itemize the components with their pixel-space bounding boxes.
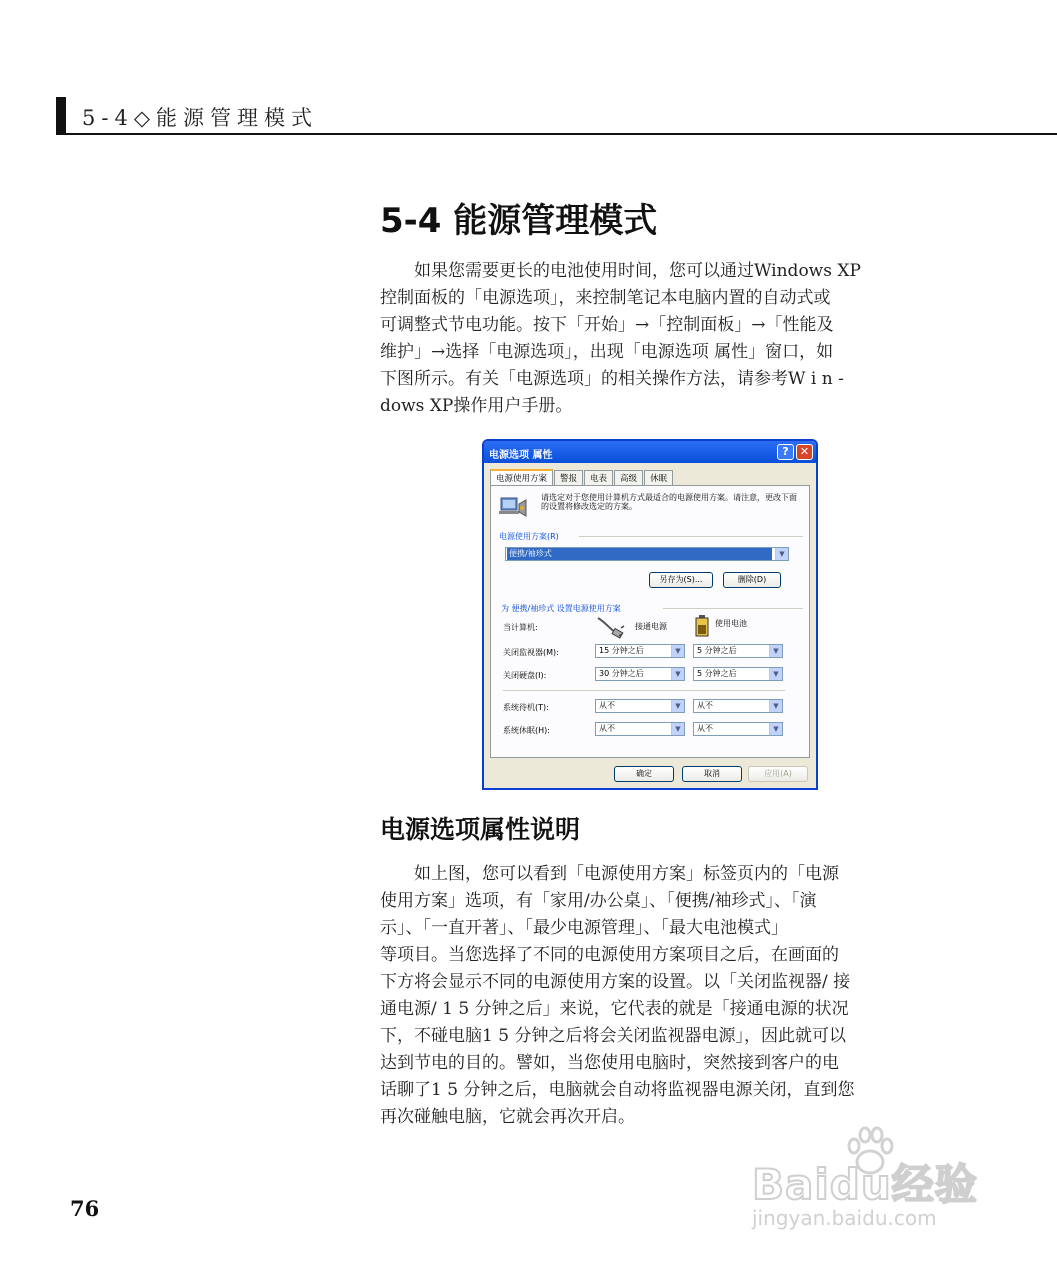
page-number: 76	[70, 1196, 100, 1221]
save-as-button[interactable]: 另存为(S)...	[649, 572, 713, 588]
rows-divider	[503, 690, 785, 691]
subsection-title: 电源选项属性说明	[380, 815, 581, 844]
chevron-down-icon: ▼	[769, 700, 782, 712]
tab-advanced[interactable]: 高级	[614, 470, 643, 485]
when-computer-label: 当计算机:	[503, 623, 538, 632]
chevron-down-icon: ▼	[671, 723, 684, 735]
row-hibernate-label: 系统休眠(H):	[503, 726, 550, 735]
baidu-watermark	[752, 1122, 1002, 1232]
plugged-in-label: 接通电源	[635, 622, 667, 631]
chevron-down-icon: ▼	[769, 645, 782, 657]
close-icon[interactable]: ✕	[796, 444, 813, 460]
settings-group-label: 为 便携/袖珍式 设置电源使用方案	[501, 604, 621, 613]
chevron-down-icon: ▼	[671, 668, 684, 680]
tab-power-meter[interactable]: 电表	[584, 470, 613, 485]
chevron-down-icon: ▼	[671, 700, 684, 712]
standby-dc-select[interactable]	[693, 699, 783, 713]
row-standby-label: 系统待机(T):	[503, 703, 549, 712]
tab-power-schemes[interactable]: 电源使用方案	[490, 469, 553, 486]
apply-button[interactable]: 应用(A)	[748, 766, 808, 782]
intro-line-3: 维护」→选择「电源选项」，出现「电源选项 属性」窗口，如	[380, 342, 834, 362]
standby-ac-select[interactable]	[595, 699, 685, 713]
scheme-select-value: 便携/袖珍式	[507, 548, 772, 560]
intro-paragraph	[380, 258, 922, 420]
intro-line-5: dows XP操作用户手册。	[380, 396, 573, 416]
chevron-down-icon: ▼	[671, 645, 684, 657]
body-line-2: 示」、「一直开著」、「最少电源管理」、「最大电池模式」	[380, 918, 788, 938]
body-line-4: 下方将会显示不同的电源使用方案的设置。以「关闭监视器/ 接	[380, 972, 851, 992]
monitor-ac-value: 15 分钟之后	[599, 646, 644, 655]
body-paragraph	[380, 861, 922, 1131]
settings-group-line	[663, 608, 803, 609]
hibernate-ac-value: 从不	[599, 724, 615, 733]
running-header: 5-4◇能源管理模式	[82, 106, 318, 130]
standby-dc-value: 从不	[697, 701, 713, 710]
harddisk-dc-select[interactable]	[693, 667, 783, 681]
power-options-dialog	[482, 439, 818, 790]
intro-text: 请选定对于您使用计算机方式最适合的电源使用方案。请注意，更改下面的设置将修改选定的方案。	[541, 493, 797, 511]
dialog-tabs	[490, 469, 674, 485]
header-rule	[56, 133, 1057, 135]
harddisk-ac-value: 30 分钟之后	[599, 669, 644, 678]
harddisk-dc-value: 5 分钟之后	[697, 669, 737, 678]
watermark-logo: Baidu经验	[752, 1160, 978, 1209]
section-title: 5-4 能源管理模式	[380, 201, 658, 241]
intro-line-4: 下图所示。有关「电源选项」的相关操作方法，请参考W i n -	[380, 369, 844, 389]
scheme-group-label: 电源使用方案(R)	[499, 532, 559, 541]
body-line-5: 通电源/ 1 5 分钟之后」来说，它代表的就是「接通电源的状况	[380, 999, 849, 1019]
body-line-9: 再次碰触电脑，它就会再次开启。	[380, 1107, 635, 1127]
hibernate-dc-value: 从不	[697, 724, 713, 733]
intro-line-1: 控制面板的「电源选项」，来控制笔记本电脑内置的自动式或	[380, 288, 831, 308]
on-battery-label: 使用电池	[715, 619, 747, 628]
body-line-0: 如上图，您可以看到「电源使用方案」标签页内的「电源	[414, 864, 839, 884]
standby-ac-value: 从不	[599, 701, 615, 710]
chevron-down-icon: ▼	[775, 548, 788, 560]
monitor-dc-value: 5 分钟之后	[697, 646, 737, 655]
row-monitor-label: 关闭监视器(M):	[503, 648, 559, 657]
cancel-button[interactable]: 取消	[682, 766, 742, 782]
intro-line-0: 如果您需要更长的电池使用时间，您可以通过Windows XP	[414, 261, 861, 281]
harddisk-ac-select[interactable]	[595, 667, 685, 681]
body-line-8: 话聊了1 5 分钟之后，电脑就会自动将监视器电源关闭，直到您	[380, 1080, 855, 1100]
body-line-1: 使用方案」选项，有「家用/办公桌」、「便携/袖珍式」、「演	[380, 891, 817, 911]
scheme-select[interactable]	[505, 547, 789, 561]
chevron-down-icon: ▼	[769, 668, 782, 680]
header-bar	[56, 97, 66, 135]
dialog-titlebar	[484, 441, 816, 463]
tab-panel	[490, 485, 810, 758]
battery-icon	[695, 615, 709, 637]
tab-hibernate[interactable]: 休眠	[644, 470, 673, 485]
row-harddisk-label: 关闭硬盘(I):	[503, 671, 547, 680]
help-icon[interactable]: ?	[777, 444, 794, 460]
scheme-group-line	[579, 536, 803, 537]
watermark-url: jingyan.baidu.com	[752, 1206, 937, 1230]
plug-icon	[595, 614, 625, 640]
chevron-down-icon: ▼	[769, 723, 782, 735]
body-line-7: 达到节电的目的。譬如，当您使用电脑时，突然接到客户的电	[380, 1053, 839, 1073]
monitor-ac-select[interactable]	[595, 644, 685, 658]
body-line-6: 下，不碰电脑1 5 分钟之后将会关闭监视器电源」，因此就可以	[380, 1026, 846, 1046]
hibernate-dc-select[interactable]	[693, 722, 783, 736]
intro-line-2: 可调整式节电功能。按下「开始」→「控制面板」→「性能及	[380, 315, 834, 335]
ok-button[interactable]: 确定	[614, 766, 674, 782]
tab-alarms[interactable]: 警报	[554, 470, 583, 485]
monitor-dc-select[interactable]	[693, 644, 783, 658]
power-scheme-icon	[499, 494, 529, 520]
hibernate-ac-select[interactable]	[595, 722, 685, 736]
body-line-3: 等项目。当您选择了不同的电源使用方案项目之后，在画面的	[380, 945, 839, 965]
delete-button[interactable]: 删除(D)	[723, 572, 781, 588]
dialog-title: 电源选项 属性	[489, 450, 553, 461]
